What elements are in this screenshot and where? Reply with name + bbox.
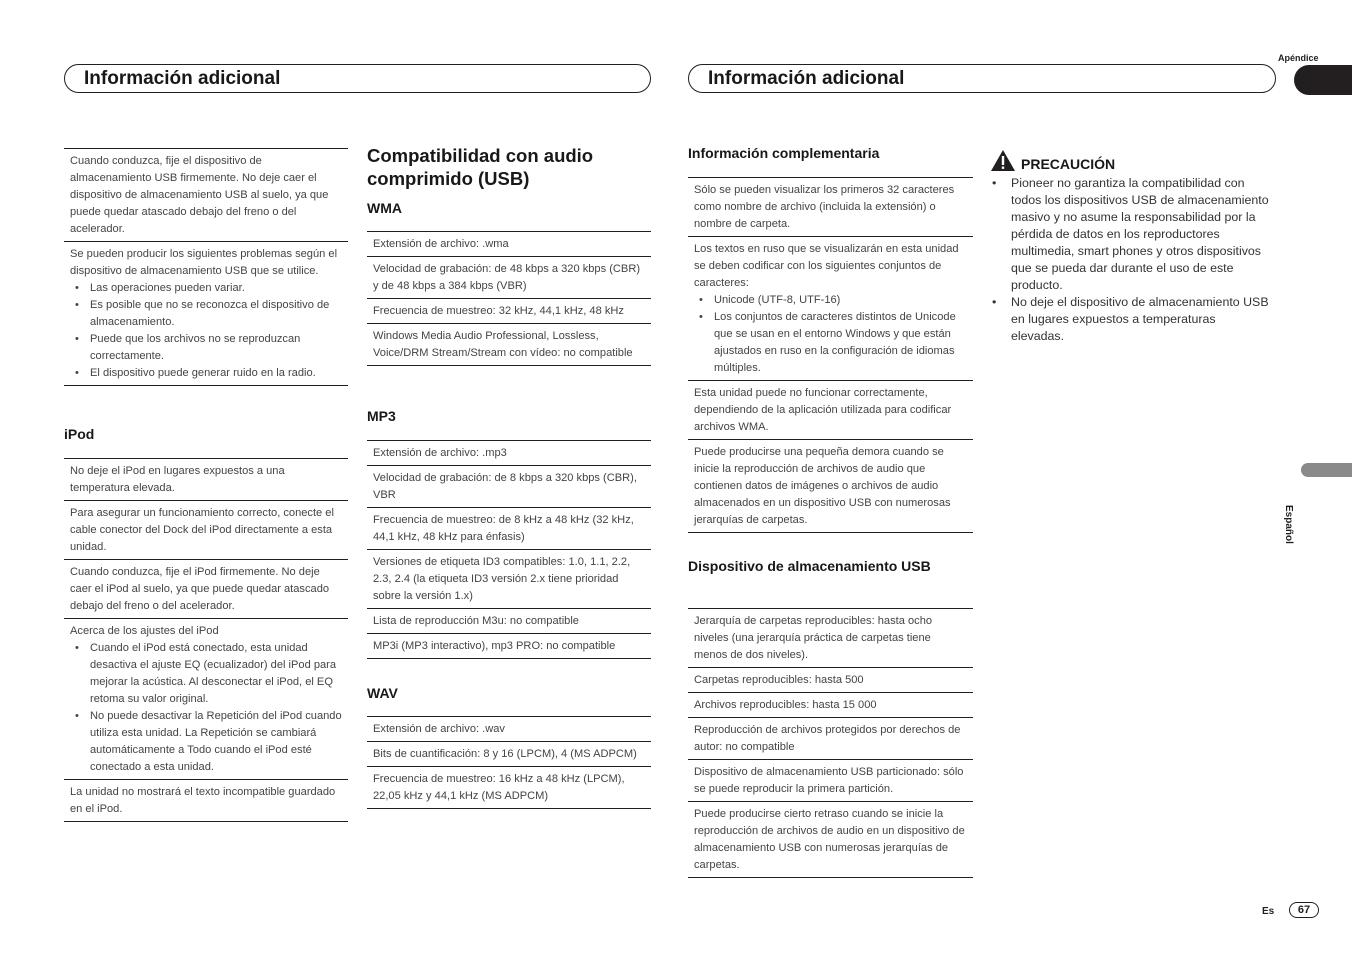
language-tab: [1301, 463, 1352, 477]
usb-row: Reproducción de archivos protegidos por derechos de autor: no compatible: [688, 718, 973, 760]
usb-storage-table: [688, 608, 973, 878]
usb-row: Dispositivo de almacenamiento USB particionado: sólo se puede reproducir la primera partición.: [688, 760, 973, 802]
compat-title: Compatibilidad con audio comprimido (USB): [367, 145, 594, 189]
ipod-eq-note: [64, 619, 348, 780]
list-item: • Puede que los archivos no se reproduzcan correctamente.: [70, 331, 342, 365]
info-row: Esta unidad puede no funcionar correctamente, dependiendo de la aplicación utilizada para codificar archivos WMA.: [688, 381, 973, 440]
wma-row: Frecuencia de muestreo: 32 kHz, 44,1 kHz, 48 kHz: [367, 299, 651, 324]
info-row: Sólo se pueden visualizar los primeros 32 caracteres como nombre de archivo (incluida la extensión) o nombre de carpeta.: [688, 178, 973, 237]
usb-storage-title: Dispositivo de almacenamiento USB: [688, 558, 931, 574]
wav-title: WAV: [367, 685, 398, 701]
section-header-left: Información adicional: [64, 64, 651, 93]
mp3-title: MP3: [367, 408, 396, 424]
mp3-table: [367, 440, 651, 659]
wma-row: Velocidad de grabación: de 48 kbps a 320 kbps (CBR) y de 48 kbps a 384 kbps (VBR): [367, 257, 651, 299]
usb-storage-section: [688, 608, 973, 878]
list-item: • Pioneer no garantiza la compatibilidad con todos los dispositivos USB de almacenamiento masivo y no asume la responsabilidad por la pérdida de datos en los reproductores multimedia, smart phones y otros dispositivos que se pueda dar durante el uso de este producto.: [990, 175, 1270, 294]
usb-problems: [64, 242, 348, 386]
mp3-row: MP3i (MP3 interactivo), mp3 PRO: no compatible: [367, 634, 651, 659]
page-number: 67: [1289, 902, 1319, 918]
wav-row: Frecuencia de muestreo: 16 kHz a 48 kHz (LPCM), 22,05 kHz y 44,1 kHz (MS ADPCM): [367, 767, 651, 809]
info-table: [688, 177, 973, 533]
list-item: • No deje el dispositivo de almacenamiento USB en lugares expuestos a temperaturas elevadas.: [990, 294, 1270, 345]
caution-title: PRECAUCIÓN: [1021, 156, 1116, 172]
wma-row: Windows Media Audio Professional, Lossless, Voice/DRM Stream/Stream con vídeo: no compatible: [367, 324, 651, 366]
appendix-tab: [1294, 65, 1352, 95]
info-section: [688, 177, 973, 533]
ipod-title: iPod: [64, 426, 95, 442]
list-item: • Es posible que no se reconozca el dispositivo de almacenamiento.: [70, 297, 342, 331]
list-item: • Cuando el iPod está conectado, esta unidad desactiva el ajuste EQ (ecualizador) del iPod para mejorar la acústica. Al desconectar el iPod, el EQ retoma su valor original.: [70, 640, 342, 708]
list-item: • Los conjuntos de caracteres distintos de Unicode que se usan en el entorno Windows y que están ajustados en ruso en la configuración de idiomas múltiples.: [694, 309, 967, 377]
ipod-section: [64, 458, 348, 822]
ipod-note: Para asegurar un funcionamiento correcto, conecte el cable conector del Dock del iPod directamente a esta unidad.: [64, 501, 348, 560]
usb-notes-table: [64, 148, 348, 386]
wma-table: [367, 231, 651, 366]
russian-intro: Los textos en ruso que se visualizarán en esta unidad se deben codificar con los siguientes conjuntos de caracteres:: [694, 243, 959, 289]
mp3-row: Versiones de etiqueta ID3 compatibles: 1.0, 1.1, 2.2, 2.3, 2.4 (la etiqueta ID3 versión 2.x tiene prioridad sobre la versión 1.x): [367, 550, 651, 609]
wav-row: Extensión de archivo: .wav: [367, 717, 651, 742]
caution-heading: [990, 148, 1270, 173]
section-header-right: Información adicional: [688, 64, 1276, 93]
wma-row: Extensión de archivo: .wma: [367, 232, 651, 257]
mp3-row: Velocidad de grabación: de 8 kbps a 320 kbps (CBR), VBR: [367, 466, 651, 508]
list-item: • Unicode (UTF-8, UTF-16): [694, 292, 967, 309]
usb-problems-intro: Se pueden producir los siguientes problemas según el dispositivo de almacenamiento USB que se utilice.: [70, 248, 338, 277]
info-title: Información complementaria: [688, 145, 880, 161]
wav-table: [367, 716, 651, 809]
language-label: Español: [1283, 505, 1294, 544]
wav-section: [367, 716, 651, 809]
ipod-note: No deje el iPod en lugares expuestos a una temperatura elevada.: [64, 459, 348, 501]
wma-title: WMA: [367, 200, 402, 216]
ipod-note: Cuando conduzca, fije el iPod firmemente. No deje caer el iPod al suelo, ya que puede quedar atascado debajo del freno o del acelerador.: [64, 560, 348, 619]
mp3-row: Lista de reproducción M3u: no compatible: [367, 609, 651, 634]
ipod-note: La unidad no mostrará el texto incompatible guardado en el iPod.: [64, 780, 348, 822]
column-1: [64, 148, 348, 386]
warning-icon: [990, 149, 1016, 172]
ipod-table: [64, 458, 348, 822]
appendix-label: Apéndice: [1278, 53, 1319, 63]
mp3-row: Frecuencia de muestreo: de 8 kHz a 48 kHz (32 kHz, 44,1 kHz, 48 kHz para énfasis): [367, 508, 651, 550]
usb-row: Carpetas reproducibles: hasta 500: [688, 668, 973, 693]
usb-row: Archivos reproducibles: hasta 15 000: [688, 693, 973, 718]
info-row: Puede producirse una pequeña demora cuando se inicie la reproducción de archivos de audio que contienen datos de imágenes o archivos de audio almacenados en un dispositivo USB con numerosas jerarquías de carpetas.: [688, 440, 973, 533]
wma-section: [367, 231, 651, 366]
mp3-section: [367, 440, 651, 659]
russian-note: [688, 237, 973, 381]
usb-row: Puede producirse cierto retraso cuando se inicie la reproducción de archivos de audio en un dispositivo de almacenamiento USB con numerosas jerarquías de carpetas.: [688, 802, 973, 878]
caution-box: [990, 148, 1270, 345]
list-item: • Las operaciones pueden variar.: [70, 280, 342, 297]
footer-lang: Es: [1262, 906, 1275, 917]
usb-note: Cuando conduzca, fije el dispositivo de almacenamiento USB firmemente. No deje caer el dispositivo de almacenamiento USB al suelo, ya que puede quedar atascado debajo del freno o del acelerador.: [64, 149, 348, 242]
wav-row: Bits de cuantificación: 8 y 16 (LPCM), 4 (MS ADPCM): [367, 742, 651, 767]
mp3-row: Extensión de archivo: .mp3: [367, 441, 651, 466]
list-item: • El dispositivo puede generar ruido en la radio.: [70, 365, 342, 382]
ipod-eq-intro: Acerca de los ajustes del iPod: [70, 625, 219, 637]
usb-row: Jerarquía de carpetas reproducibles: hasta ocho niveles (una jerarquía práctica de carpetas tiene menos de dos niveles).: [688, 609, 973, 668]
list-item: • No puede desactivar la Repetición del iPod cuando utiliza esta unidad. La Repetición se cambiará automáticamente a Todo cuando el iPod esté conectado a esta unidad.: [70, 708, 342, 776]
